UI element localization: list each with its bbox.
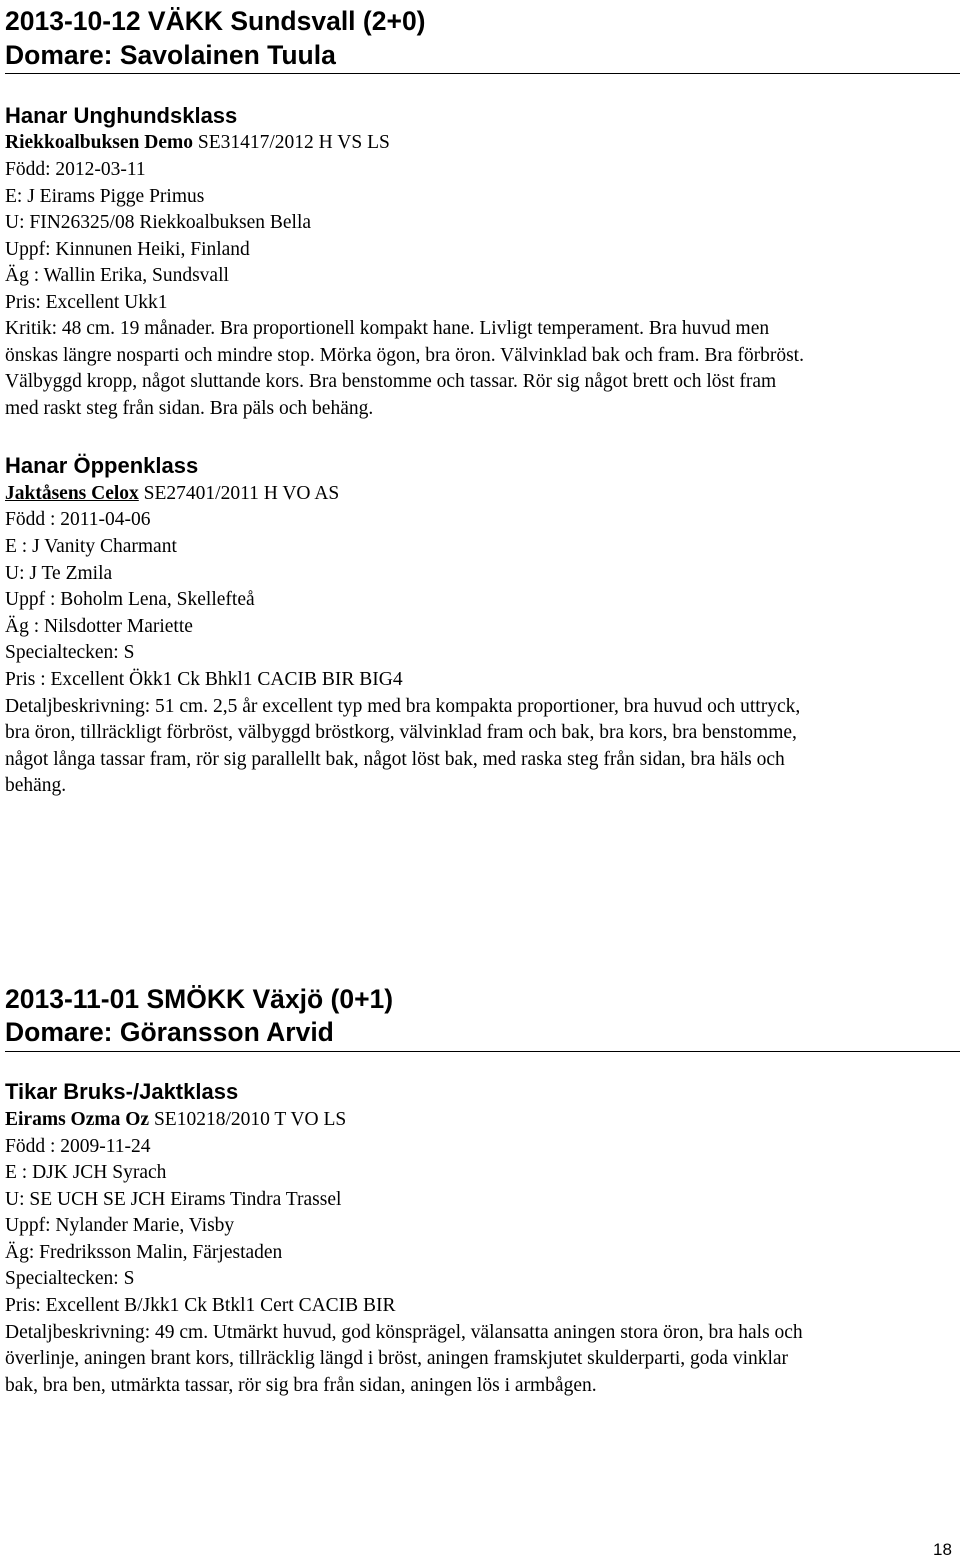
class-heading: Hanar Unghundsklass (5, 103, 238, 128)
dog-registration: SE27401/2011 H VO AS (143, 483, 340, 504)
mother-line: U: J Te Zmila (5, 563, 113, 584)
special-line: Specialtecken: S (5, 642, 135, 663)
prize-line: Pris: Excellent B/Jkk1 Ck Btkl1 Cert CACIB BIR (5, 1295, 396, 1316)
critique-line: överlinje, aningen brant kors, tillräcklig längd i bröst, aningen framskjutet skulderparti, goda vinklar (5, 1348, 789, 1369)
dog-registration: SE10218/2010 T VO LS (149, 1109, 347, 1130)
owner-line: Äg : Nilsdotter Mariette (5, 616, 193, 637)
dog-line (5, 1107, 346, 1134)
father-line: E: J Eirams Pigge Primus (5, 186, 205, 207)
dog-name: Jaktåsens Celox (5, 483, 139, 504)
show-title: 2013-11-01 SMÖKK Växjö (0+1) (5, 984, 394, 1014)
special-line: Specialtecken: S (5, 1268, 135, 1289)
dog-registration: SE31417/2012 H VS LS (197, 132, 390, 153)
breeder-line: Uppf: Kinnunen Heiki, Finland (5, 239, 250, 260)
owner-line: Äg: Fredriksson Malin, Färjestaden (5, 1242, 283, 1263)
class-heading: Hanar Öppenklass (5, 453, 199, 478)
heading-rule (5, 73, 960, 74)
critique-line: bra öron, tillräckligt förbröst, välbyggd bröstkorg, välvinklad fram och bak, bra kors, bra benstomme, (5, 722, 797, 743)
dog-line (5, 130, 390, 157)
breeder-line: Uppf: Nylander Marie, Visby (5, 1215, 235, 1236)
judge-heading: Domare: Göransson Arvid (5, 1017, 334, 1047)
born-line: Född : 2011-04-06 (5, 509, 151, 530)
critique-line: Detaljbeskrivning: 51 cm. 2,5 år excellent typ med bra kompakta proportioner, bra huvud och uttryck, (5, 696, 801, 717)
critique-line: Kritik: 48 cm. 19 månader. Bra proportionell kompakt hane. Livligt temperament. Bra huvud men (5, 318, 770, 339)
prize-line: Pris: Excellent Ukk1 (5, 292, 168, 313)
breeder-line: Uppf : Boholm Lena, Skellefteå (5, 589, 255, 610)
born-line: Född : 2009-11-24 (5, 1136, 151, 1157)
critique-line: önskas längre nosparti och mindre stop. Mörka ögon, bra öron. Välvinklad bak och fram. Bra förbröst. (5, 345, 804, 366)
born-line: Född: 2012-03-11 (5, 159, 146, 180)
page-number: 18 (933, 1540, 952, 1559)
critique-line: behäng. (5, 775, 67, 796)
father-line: E : J Vanity Charmant (5, 536, 177, 557)
judge-heading: Domare: Savolainen Tuula (5, 40, 336, 70)
owner-line: Äg : Wallin Erika, Sundsvall (5, 265, 229, 286)
dog-name: Eirams Ozma Oz (5, 1109, 150, 1130)
class-heading: Tikar Bruks-/Jaktklass (5, 1079, 239, 1104)
heading-rule (5, 1051, 960, 1052)
critique-line: något långa tassar fram, rör sig parallellt bak, något löst bak, med raska steg från sidan, bra häls och (5, 749, 785, 770)
prize-line: Pris : Excellent Ökk1 Ck Bhkl1 CACIB BIR BIG4 (5, 669, 403, 690)
critique-line: Detaljbeskrivning: 49 cm. Utmärkt huvud, god könsprägel, välansatta aningen stora öron, bra hals och (5, 1322, 803, 1343)
critique-line: Välbyggd kropp, något sluttande kors. Bra benstomme och tassar. Rör sig något brett och löst fram (5, 371, 777, 392)
father-line: E : DJK JCH Syrach (5, 1162, 167, 1183)
show-title: 2013-10-12 VÄKK Sundsvall (2+0) (5, 6, 426, 36)
mother-line: U: FIN26325/08 Riekkoalbuksen Bella (5, 212, 312, 233)
mother-line: U: SE UCH SE JCH Eirams Tindra Trassel (5, 1189, 342, 1210)
critique-line: bak, bra ben, utmärkta tassar, rör sig bra från sidan, aningen lös i armbågen. (5, 1375, 597, 1396)
critique-line: med raskt steg från sidan. Bra päls och behäng. (5, 398, 374, 419)
dog-name: Riekkoalbuksen Demo (5, 132, 193, 153)
dog-line (5, 481, 339, 508)
